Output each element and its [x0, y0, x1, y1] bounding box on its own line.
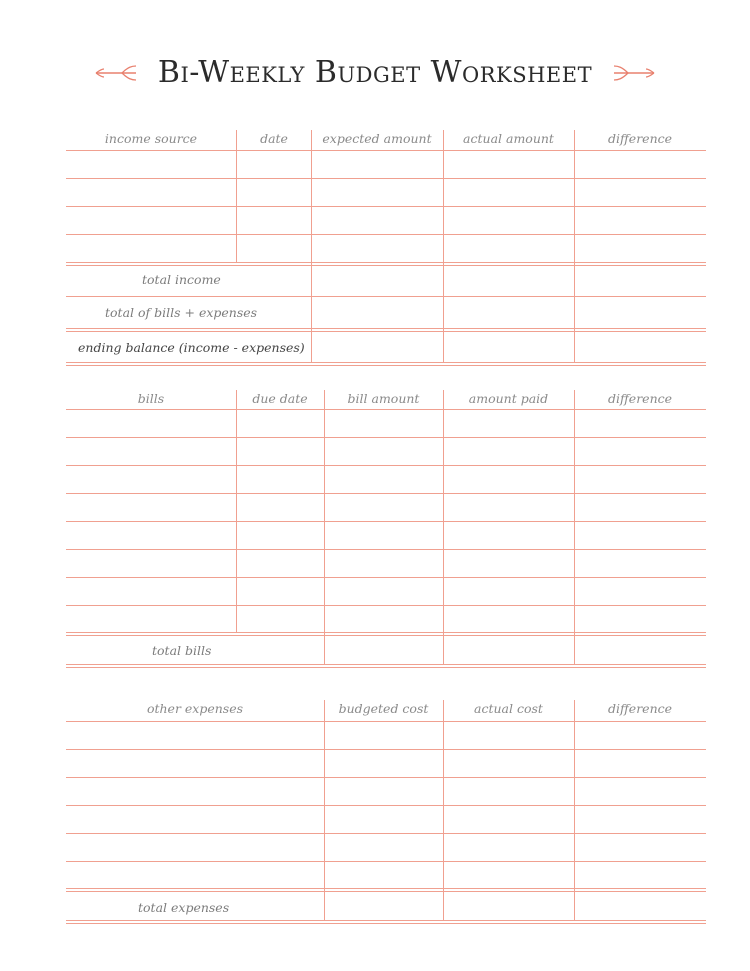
header-budgeted-cost: budgeted cost [338, 701, 429, 716]
income-row-line [66, 365, 706, 366]
bills-row-line [66, 605, 706, 606]
bills-col-line [443, 390, 444, 664]
expenses-col-line [574, 700, 575, 920]
income-row-line [66, 328, 706, 329]
expenses-col-line [324, 700, 325, 920]
income-col-line [443, 130, 444, 362]
bills-col-line [324, 390, 325, 664]
bills-row-line [66, 667, 706, 668]
header-date: date [260, 131, 288, 146]
header-expected-amount: expected amount [322, 131, 432, 146]
header-actual-amount: actual amount [463, 131, 554, 146]
income-row-line [66, 362, 706, 363]
income-row-line [66, 262, 706, 263]
expenses-row-line [66, 888, 706, 889]
income-row-line [66, 206, 706, 207]
expenses-row-line [66, 777, 706, 778]
header-bills: bills [137, 391, 165, 406]
income-col-line [236, 130, 237, 262]
total-bills-expenses-label: total of bills + expenses [105, 305, 258, 320]
bills-row-line [66, 549, 706, 550]
header-due-date: due date [252, 391, 308, 406]
header-bills-difference: difference [607, 391, 673, 406]
bills-row-line [66, 437, 706, 438]
header-bill-amount: bill amount [347, 391, 420, 406]
bills-row-line [66, 493, 706, 494]
income-row-line [66, 234, 706, 235]
expenses-row-line [66, 861, 706, 862]
header-actual-cost: actual cost [474, 701, 543, 716]
income-row-line [66, 178, 706, 179]
income-col-line [574, 130, 575, 362]
bills-col-line [574, 390, 575, 664]
header-difference: difference [607, 131, 673, 146]
bills-row-line [66, 521, 706, 522]
expenses-row-line [66, 833, 706, 834]
income-col-line [311, 130, 312, 362]
expenses-row-line [66, 721, 706, 722]
expenses-row-line [66, 749, 706, 750]
income-row-line [66, 265, 706, 266]
bills-row-line [66, 664, 706, 665]
bills-row-line [66, 577, 706, 578]
total-bills-label: total bills [152, 643, 212, 658]
bills-row-line [66, 409, 706, 410]
expenses-col-line [443, 700, 444, 920]
income-row-line [66, 296, 706, 297]
header-expenses-difference: difference [607, 701, 673, 716]
income-row-line [66, 331, 706, 332]
total-expenses-label: total expenses [138, 900, 230, 915]
page-title: Bi-Weekly Budget Worksheet [157, 55, 593, 90]
income-row-line [66, 150, 706, 151]
header-other-expenses: other expenses [146, 701, 244, 716]
bills-col-line [236, 390, 237, 632]
bills-row-line [66, 465, 706, 466]
expenses-row-line [66, 923, 706, 924]
total-income-label: total income [142, 272, 221, 287]
expenses-row-line [66, 920, 706, 921]
header-amount-paid: amount paid [468, 391, 549, 406]
ending-balance-label: ending balance (income - expenses) [78, 340, 305, 355]
expenses-row-line [66, 805, 706, 806]
bills-row-line [66, 635, 706, 636]
expenses-row-line [66, 891, 706, 892]
bills-row-line [66, 632, 706, 633]
header-income-source: income source [104, 131, 198, 146]
